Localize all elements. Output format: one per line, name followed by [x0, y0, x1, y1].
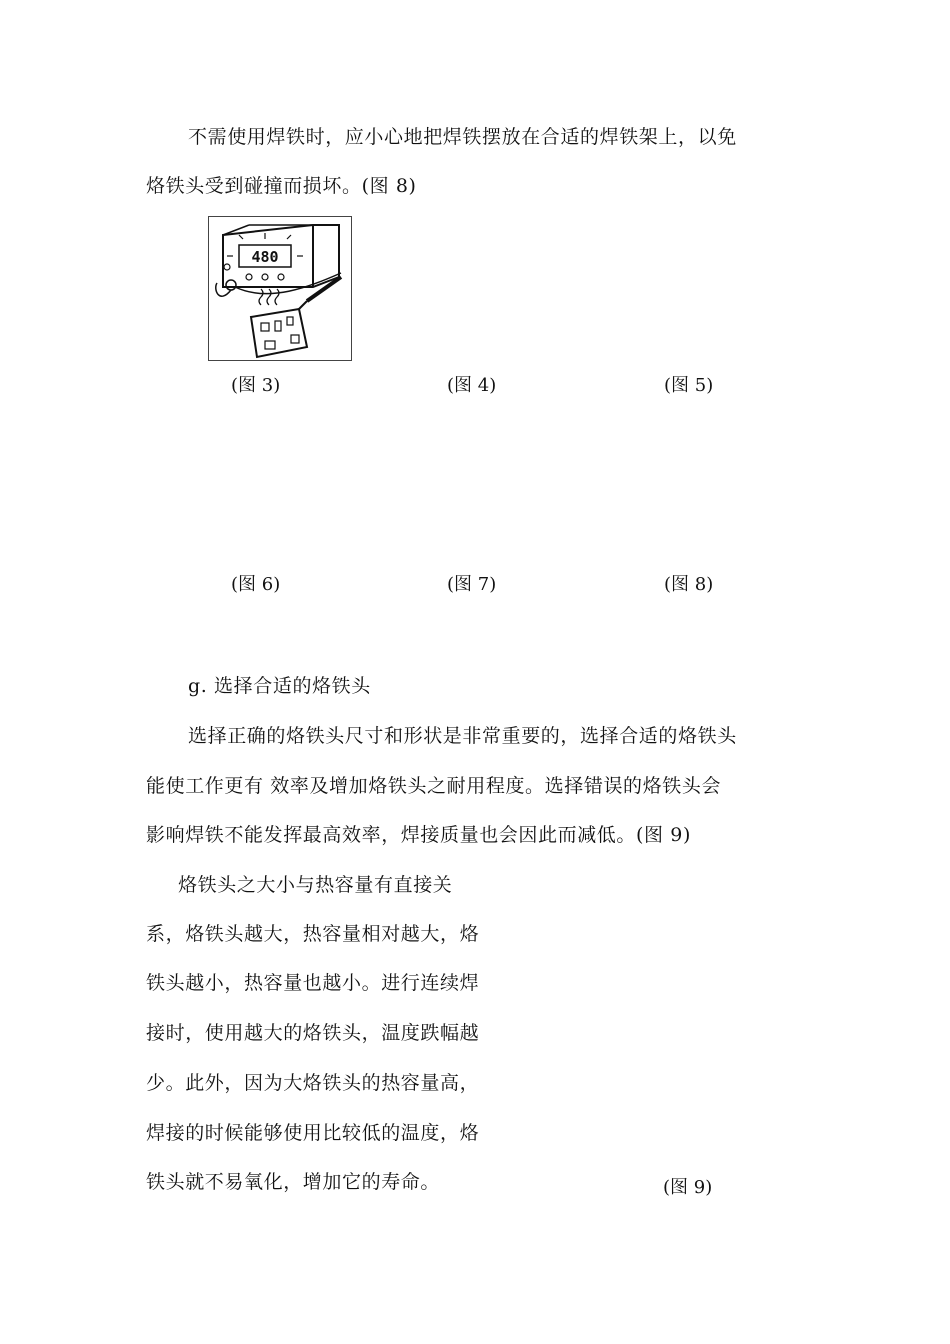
section-para2-line-5: 少。此外，因为大烙铁头的热容量高，	[146, 1072, 480, 1094]
caption-figure-5: (图 5)	[664, 375, 714, 396]
display-readout: 480	[251, 248, 279, 266]
intro-line-2: 烙铁头受到碰撞而损坏。(图 8)	[146, 175, 417, 197]
caption-figure-9: (图 9)	[663, 1177, 713, 1198]
caption-figure-6: (图 6)	[231, 574, 281, 595]
section-para2-line-1: 烙铁头之大小与热容量有直接关	[178, 874, 453, 896]
section-para1-line-3: 影响焊铁不能发挥最高效率，焊接质量也会因此而减低。(图 9)	[146, 824, 691, 846]
caption-figure-4: (图 4)	[447, 375, 497, 396]
section-para1-line-2: 能使工作更有 效率及增加烙铁头之耐用程度。选择错误的烙铁头会	[146, 775, 722, 797]
section-para1-line-1: 选择正确的烙铁头尺寸和形状是非常重要的，选择合适的烙铁头	[188, 725, 737, 747]
caption-figure-3: (图 3)	[231, 375, 281, 396]
section-para2-line-4: 接时，使用越大的烙铁头，温度跌幅越	[146, 1022, 480, 1044]
section-para2-line-6: 焊接的时候能够使用比较低的温度，烙	[146, 1122, 480, 1144]
section-para2-line-3: 铁头越小，热容量也越小。进行连续焊	[146, 972, 480, 994]
section-para2-line-7: 铁头就不易氧化，增加它的寿命。	[146, 1171, 441, 1193]
section-heading: g. 选择合适的烙铁头	[188, 675, 371, 697]
section-para2-line-2: 系，烙铁头越大，热容量相对越大，烙	[146, 923, 480, 945]
soldering-station-icon	[209, 217, 351, 360]
intro-line-1: 不需使用焊铁时，应小心地把焊铁摆放在合适的焊铁架上，以免	[188, 126, 737, 148]
soldering-station-illustration	[208, 216, 352, 361]
caption-figure-7: (图 7)	[447, 574, 497, 595]
caption-figure-8: (图 8)	[664, 574, 714, 595]
